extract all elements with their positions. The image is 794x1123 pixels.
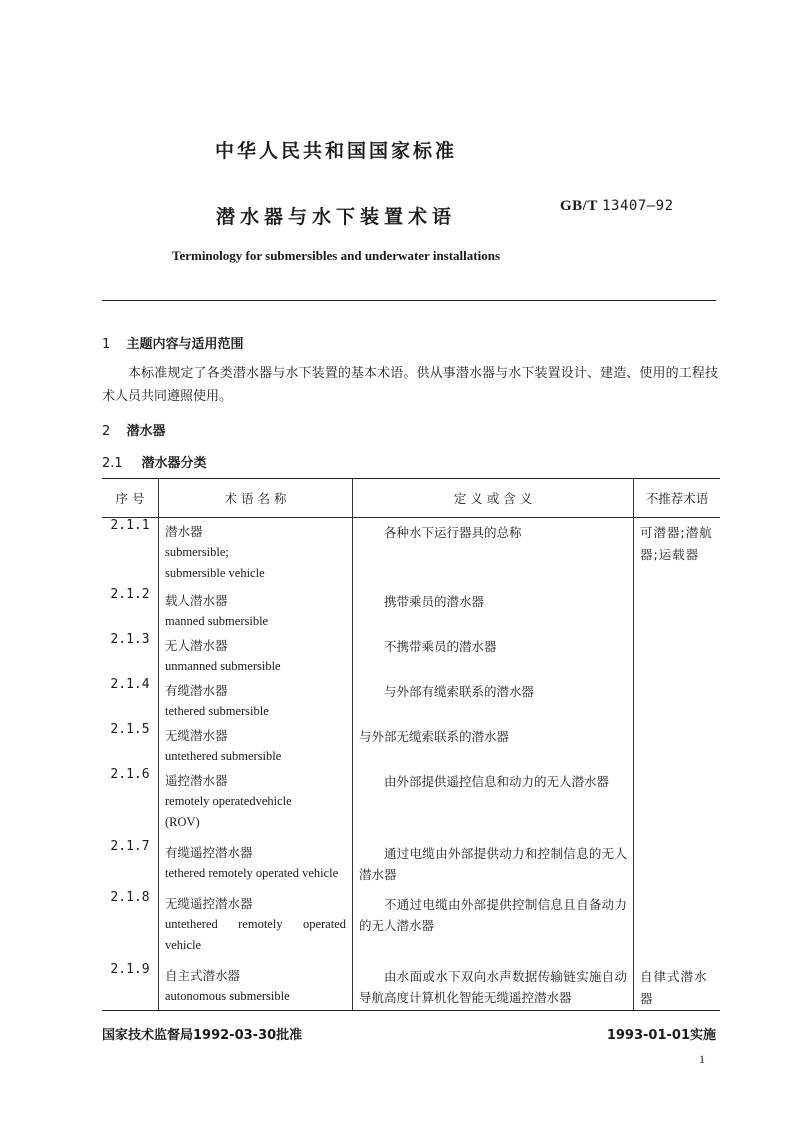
column-header-term: 术 语 名 称: [159, 479, 353, 518]
term-cell: [159, 767, 353, 839]
term-english: submersible;: [165, 545, 229, 559]
definition-cell: [353, 890, 634, 962]
not-recommended-cell: [634, 632, 721, 677]
term-number: 2.1.3: [102, 632, 159, 677]
approval-note: 国家技术监督局1992-03-30批准: [102, 1028, 303, 1043]
term-chinese: 遥控潜水器: [165, 773, 228, 788]
term-definition: 各种水下运行器具的总称: [384, 525, 522, 540]
term-definition: 由水面或水下双向水声数据传输链实施自动导航高度计算机化智能无缆遥控潜水器: [359, 969, 627, 1005]
section-title: 主题内容与适用范围: [126, 337, 244, 352]
terminology-table: [102, 478, 720, 1011]
section-title: 潜水器: [126, 424, 166, 439]
term-english: tethered remotely operated vehicle: [165, 866, 339, 880]
section-2-1-heading: [102, 452, 207, 471]
not-recommended-term: 自律式潜水器: [640, 969, 708, 1006]
definition-cell: [353, 632, 634, 677]
term-english-alt: (ROV): [165, 815, 200, 829]
term-definition: 不通过电缆由外部提供控制信息且自备动力的无人潜水器: [359, 897, 627, 933]
not-recommended-cell: [634, 962, 721, 1011]
term-number: 2.1.2: [102, 587, 159, 632]
term-cell: [159, 839, 353, 890]
table-row: [102, 518, 720, 588]
term-english-alt: submersible vehicle: [165, 566, 265, 580]
term-number: 2.1.1: [102, 518, 159, 588]
page-number: 1: [699, 1052, 705, 1066]
term-english: untethered submersible: [165, 749, 282, 763]
term-cell: [159, 890, 353, 962]
section-1-heading: [102, 333, 244, 352]
term-number: 2.1.5: [102, 722, 159, 767]
section-number: 2.1: [102, 456, 123, 471]
standard-code: [560, 198, 674, 215]
term-chinese: 无缆潜水器: [165, 728, 228, 743]
term-english: remotely operatedvehicle: [165, 794, 292, 808]
term-definition: 携带乘员的潜水器: [384, 594, 485, 609]
definition-cell: [353, 677, 634, 722]
term-chinese: 有缆潜水器: [165, 683, 228, 698]
column-header-not-recommended: 不推荐术语: [634, 479, 721, 518]
term-english: autonomous submersible: [165, 989, 290, 1003]
term-chinese: 载人潜水器: [165, 593, 228, 608]
term-cell: [159, 722, 353, 767]
column-header-definition: 定 义 或 含 义: [353, 479, 634, 518]
term-english: untethered remotely operated vehicle: [165, 917, 346, 952]
definition-cell: [353, 722, 634, 767]
not-recommended-cell: [634, 890, 721, 962]
definition-cell: [353, 962, 634, 1011]
column-header-number: 序 号: [102, 479, 159, 518]
term-chinese: 无人潜水器: [165, 638, 228, 653]
term-cell: [159, 587, 353, 632]
term-cell: [159, 677, 353, 722]
term-definition: 与外部无缆索联系的潜水器: [359, 729, 510, 744]
section-number: 2: [102, 424, 111, 439]
term-number: 2.1.8: [102, 890, 159, 962]
term-chinese: 无缆遥控潜水器: [165, 896, 253, 911]
term-chinese: 自主式潜水器: [165, 968, 241, 983]
definition-cell: [353, 587, 634, 632]
section-1-body: 本标准规定了各类潜水器与水下装置的基本术语。供从事潜水器与水下装置设计、建造、使用的工程技术人员共同遵照使用。: [102, 366, 718, 404]
standard-code-prefix: GB/T: [560, 198, 598, 214]
document-title: 潜水器与水下装置术语: [215, 206, 456, 228]
table-row: [102, 962, 720, 1011]
term-english: manned submersible: [165, 614, 269, 628]
table-row: [102, 587, 720, 632]
term-number: 2.1.6: [102, 767, 159, 839]
term-number: 2.1.7: [102, 839, 159, 890]
term-definition: 不携带乘员的潜水器: [384, 639, 497, 654]
term-definition: 通过电缆由外部提供动力和控制信息的无人潜水器: [359, 846, 627, 882]
section-title: 潜水器分类: [141, 456, 207, 471]
term-cell: [159, 632, 353, 677]
table-header-row: [102, 479, 720, 518]
not-recommended-cell: [634, 767, 721, 839]
term-cell: [159, 518, 353, 588]
country-standard-heading: 中华人民共和国国家标准: [214, 140, 457, 162]
term-cell: [159, 962, 353, 1011]
term-number: 2.1.9: [102, 962, 159, 1011]
term-english: tethered submersible: [165, 704, 269, 718]
term-number: 2.1.4: [102, 677, 159, 722]
term-definition: 与外部有缆索联系的潜水器: [384, 684, 535, 699]
not-recommended-cell: [634, 722, 721, 767]
definition-cell: [353, 767, 634, 839]
section-2-heading: [102, 420, 166, 439]
term-english: unmanned submersible: [165, 659, 281, 673]
term-chinese: 有缆遥控潜水器: [165, 845, 253, 860]
not-recommended-cell: [634, 587, 721, 632]
header-divider: [102, 300, 716, 301]
term-definition: 由外部提供遥控信息和动力的无人潜水器: [384, 774, 610, 789]
not-recommended-cell: [634, 518, 721, 588]
term-chinese: 潜水器: [165, 524, 203, 539]
table-row: [102, 632, 720, 677]
definition-cell: [353, 839, 634, 890]
document-title-english: Terminology for submersibles and underwater installations: [171, 248, 501, 263]
table-row: [102, 890, 720, 962]
table-row: [102, 677, 720, 722]
table-row: [102, 722, 720, 767]
not-recommended-cell: [634, 677, 721, 722]
section-number: 1: [102, 337, 111, 352]
not-recommended-term: 可潜器;潜航器;运载器: [640, 525, 713, 562]
effective-date: 1993-01-01实施: [606, 1028, 716, 1043]
definition-cell: [353, 518, 634, 588]
table-row: [102, 839, 720, 890]
not-recommended-cell: [634, 839, 721, 890]
table-row: [102, 767, 720, 839]
standard-code-number: 13407—92: [602, 198, 674, 214]
